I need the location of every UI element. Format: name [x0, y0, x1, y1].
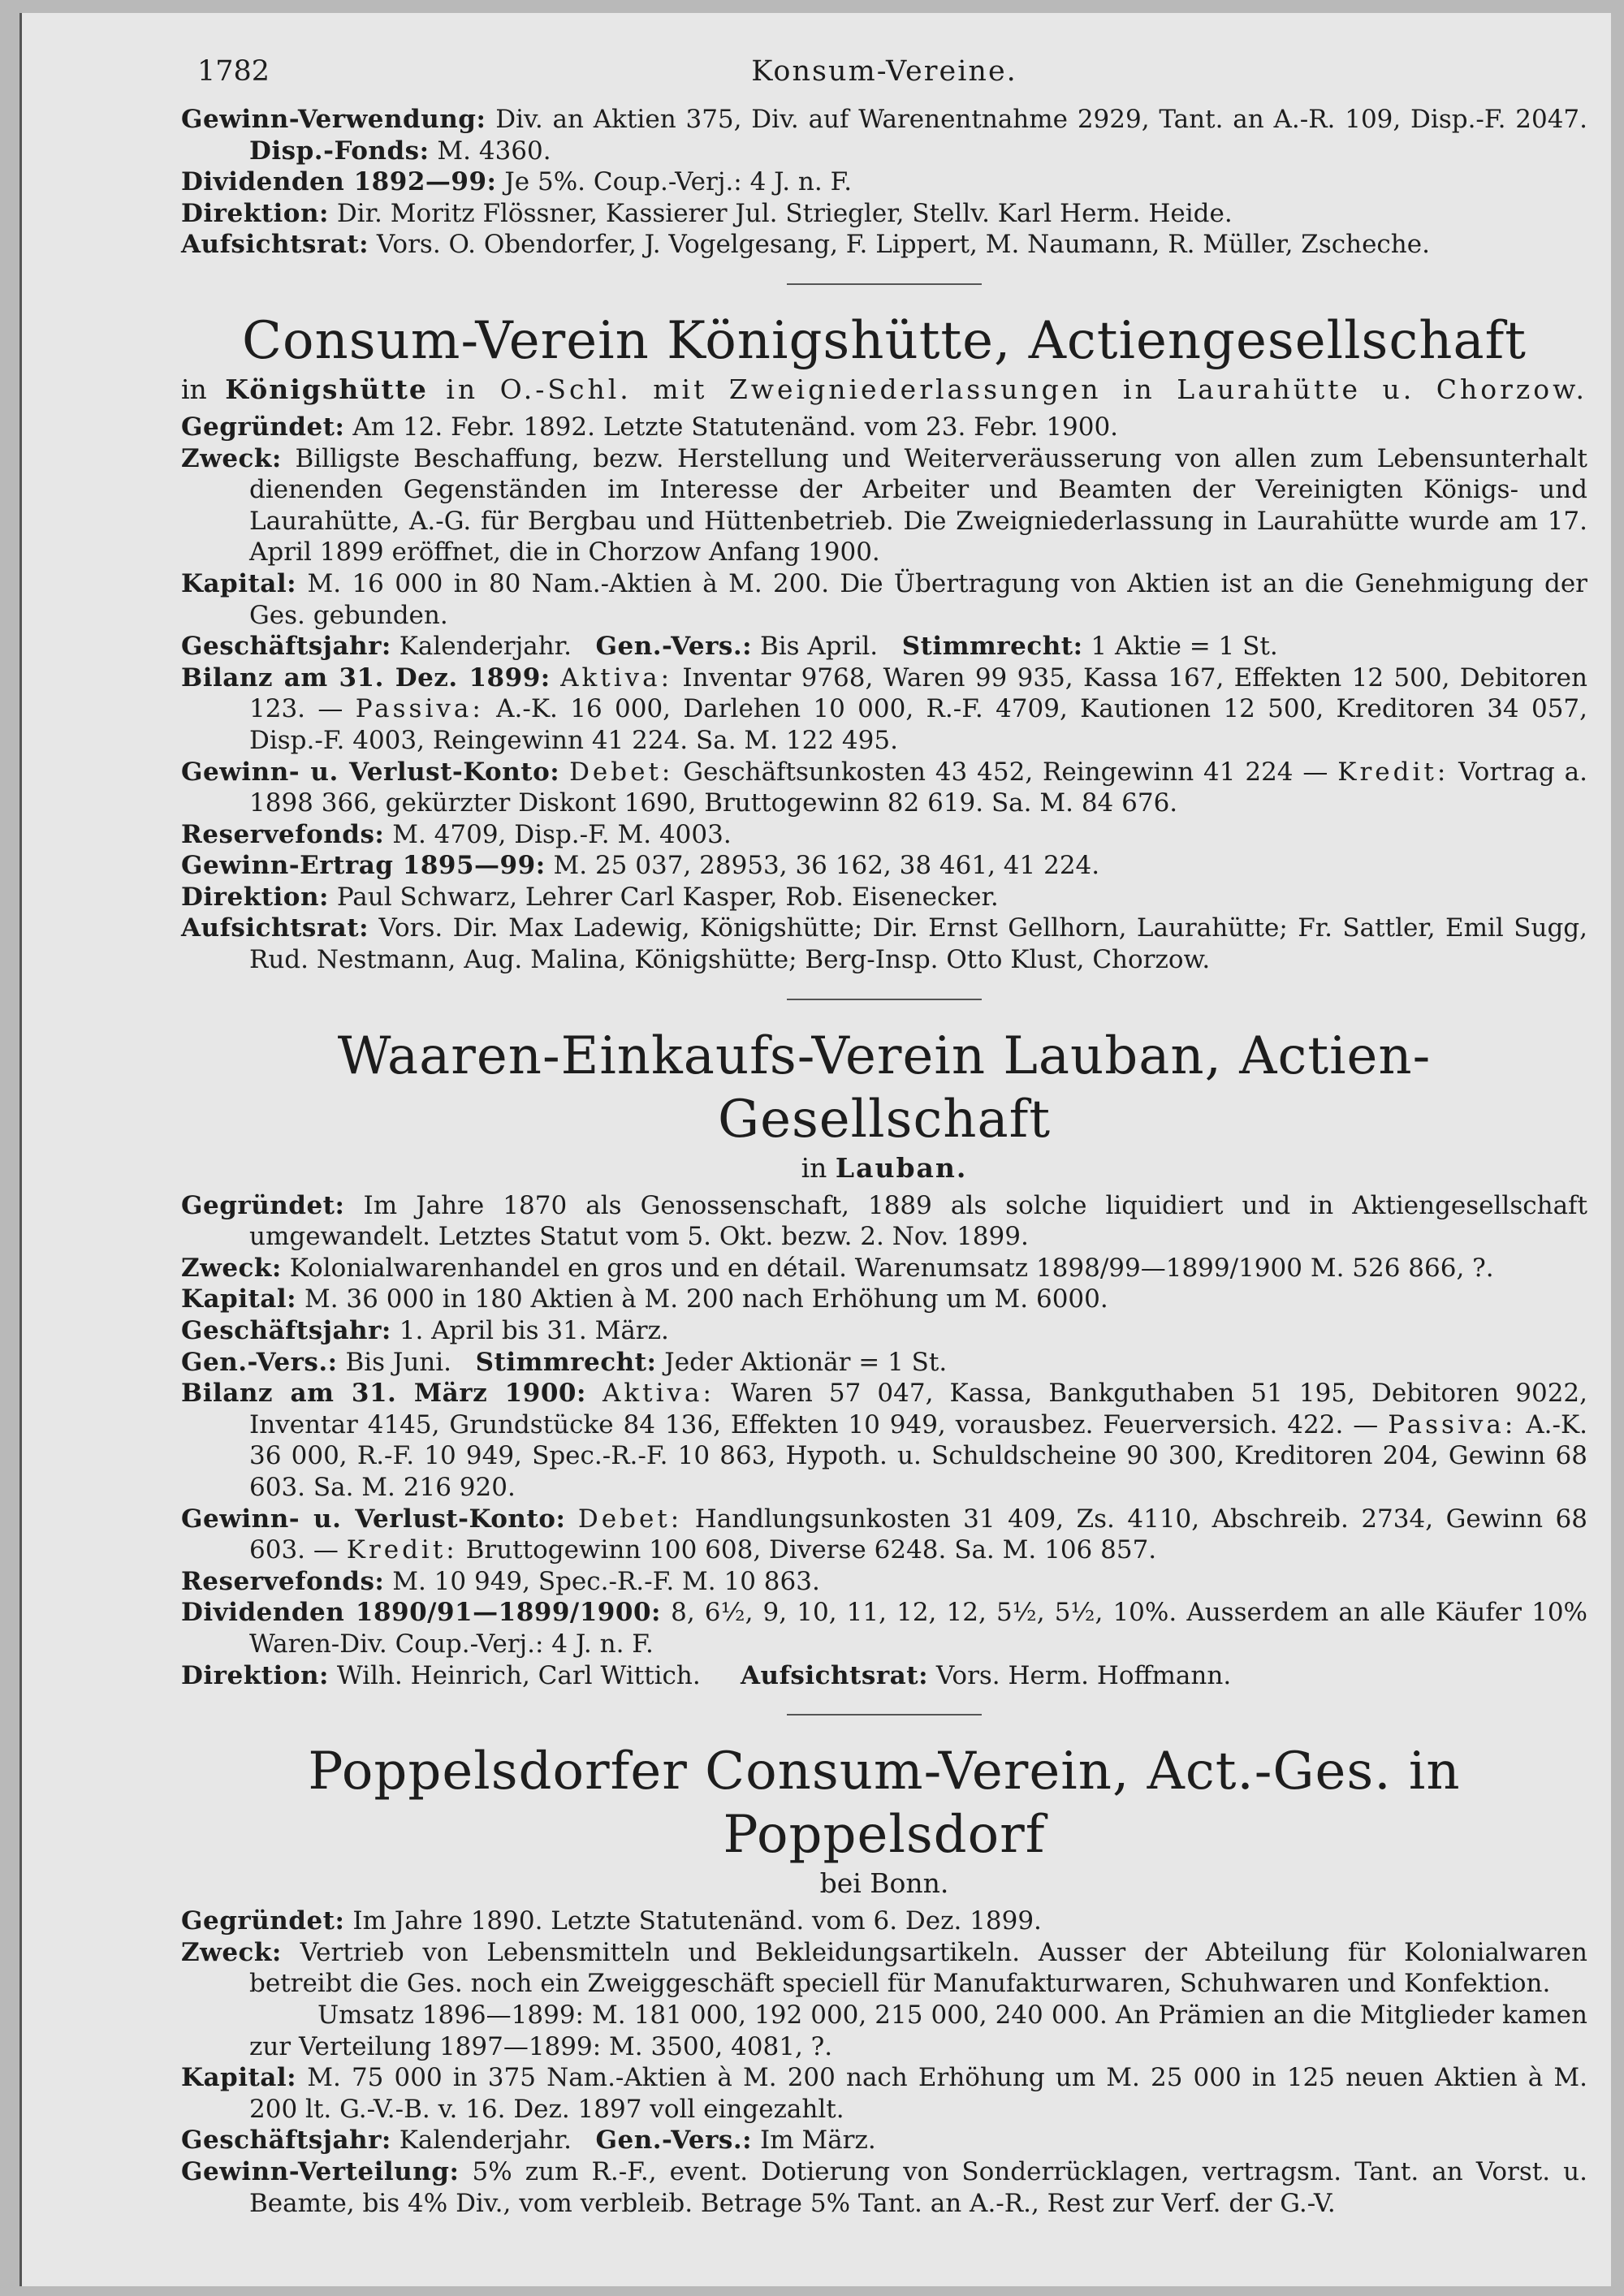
field-value: M. 16 000 in 80 Nam.-Aktien à M. 200. Die Übertragung von Aktien ist an die Genehmigung der Ges. gebunden.	[249, 568, 1588, 630]
field-direktion	[181, 882, 1587, 913]
field-kapital	[181, 568, 1587, 631]
field-value: A.-K. 16 000, Darlehen 10 000, R.-F. 4709, Kautionen 12 500, Kreditoren 34 057, Disp.-F. 4003, Reingewinn 41 224. Sa. M. 122 495.	[249, 694, 1587, 755]
field-kapital	[181, 1284, 1587, 1315]
debet-label: Debet:	[577, 1504, 683, 1534]
field-label: Aufsichtsrat:	[181, 230, 369, 260]
field-label: Gewinn- u. Verlust-Konto:	[181, 757, 560, 787]
field-label: Direktion:	[181, 882, 329, 912]
field-gegruendet	[181, 1905, 1587, 1937]
field-value: Im Jahre 1890. Letzte Statutenänd. vom 6. Dez. 1899.	[352, 1906, 1042, 1936]
field-value: Im März.	[759, 2126, 876, 2156]
book-page	[19, 13, 1611, 2286]
field-value: Im Jahre 1870 als Genossenschaft, 1889 als solche liquidiert und in Aktiengesellschaft umgewandelt. Letztes Statut vom 5. Okt. bezw. 2. Nov. 1899.	[249, 1190, 1587, 1252]
field-gen-vers	[181, 1347, 1587, 1379]
field-label: Gegründet:	[181, 1190, 345, 1220]
field-zweck	[181, 1937, 1587, 2000]
field-bilanz	[181, 662, 1587, 757]
field-value: M. 10 949, Spec.-R.-F. M. 10 863.	[392, 1566, 820, 1596]
field-value: Kalenderjahr.	[399, 2126, 572, 2156]
field-value: Waren 57 047, Kassa, Bankguthaben 51 195, Debitoren 9022, Inventar 4145, Grundstücke 84 136, Effekten 10 949, vorausbez. Feuerversich. 422. —	[249, 1379, 1587, 1439]
field-value: M. 75 000 in 375 Nam.-Aktien à M. 200 nach Erhöhung um M. 25 000 in 125 neuen Aktien à M. 200 lt. G.-V.-B. v. 16. Dez. 1897 voll eingezahlt.	[249, 2063, 1587, 2124]
field-value: Kalenderjahr.	[399, 632, 572, 662]
location-suffix: in O.-Schl. mit Zweigniederlassungen in Laurahütte u. Chorzow.	[446, 373, 1587, 405]
field-label: Zweck:	[181, 443, 282, 473]
field-label: Geschäftsjahr:	[181, 2126, 391, 2156]
passiva-label: Passiva:	[1388, 1409, 1517, 1439]
field-label: Gen.-Vers.:	[595, 632, 753, 662]
location-prefix: in	[801, 1151, 827, 1184]
field-value: 5% zum R.-F., event. Dotierung von Sonderrücklagen, vertragsm. Tant. an Vorst. u. Beamte, bis 4% Div., vom verbleib. Betrage 5% Tant. an A.-R., Rest zur Verf. der G.-V.	[249, 2156, 1588, 2218]
field-gewinn-verlust	[181, 757, 1587, 819]
field-value: Billigste Beschaffung, bezw. Herstellung und Weiterveräusserung von allen zum Lebensunterhalt dienenden Gegenständen im Interesse der Arbeiter und Beamten der Vereinigten Königs- und Laurahütte, A.-G. für Bergbau und Hüttenbetrieb. Die Zweigniederlassung in Laurahütte wurde am 17. April 1899 eröffnet, die in Chorzow Anfang 1900.	[249, 443, 1587, 568]
field-value: Vors. O. Obendorfer, J. Vogelgesang, F. Lippert, M. Naumann, R. Müller, Zscheche.	[376, 230, 1430, 260]
field-gewinn-verwendung	[181, 104, 1587, 166]
field-label: Gegründet:	[181, 1906, 345, 1936]
field-value: Div. an Aktien 375, Div. auf Warenentnahme 2929, Tant. an A.-R. 109, Disp.-F. 2047.	[495, 105, 1587, 134]
field-value: M. 25 037, 28953, 36 162, 38 461, 41 224.	[553, 851, 1100, 881]
field-value: Vors. Dir. Max Ladewig, Königshütte; Dir. Ernst Gellhorn, Laurahütte; Fr. Sattler, Emil Sugg, Rud. Nestmann, Aug. Malina, Königshütte; Berg-Insp. Otto Klust, Chorzow.	[249, 913, 1587, 975]
field-value: 1. April bis 31. März.	[399, 1316, 669, 1346]
company-location: Lauban.	[835, 1151, 968, 1184]
field-label: Dividenden 1890/91—1899/1900:	[181, 1598, 661, 1628]
field-value: Paul Schwarz, Lehrer Carl Kasper, Rob. Eisenecker.	[336, 882, 999, 912]
field-label: Kapital:	[181, 1284, 297, 1314]
field-gewinn-ertrag	[181, 850, 1587, 882]
company-name: Poppelsdorfer Consum-Verein, Act.-Ges. in Poppelsdorf	[308, 1741, 1461, 1866]
location-prefix: in	[181, 373, 207, 405]
field-value: Handlungsunkosten 31 409, Zs. 4110, Abschreib. 2734, Gewinn 68 603. —	[249, 1504, 1587, 1565]
field-aufsichtsrat	[181, 913, 1587, 975]
field-gewinn-verteilung	[181, 2156, 1587, 2219]
field-direktion	[181, 198, 1587, 230]
field-geschaeftsjahr	[181, 2125, 1587, 2156]
kredit-label: Kredit:	[1337, 757, 1449, 787]
field-dividenden	[181, 166, 1587, 198]
field-label: Gen.-Vers.:	[595, 2126, 753, 2156]
field-zweck	[181, 443, 1587, 568]
field-label: Geschäftsjahr:	[181, 1316, 391, 1346]
entry-lauban	[181, 1025, 1587, 1692]
page-number: 1782	[197, 55, 270, 88]
field-label: Kapital:	[181, 2063, 297, 2093]
company-location-line	[181, 373, 1587, 407]
field-reservefonds	[181, 819, 1587, 851]
field-value: Je 5%. Coup.-Verj.: 4 J. n. F.	[504, 167, 853, 197]
field-value: Kolonialwarenhandel en gros und en détail. Warenumsatz 1898/99—1899/1900 M. 526 866, ?.	[289, 1253, 1494, 1283]
field-label: Gewinn-Verteilung:	[181, 2156, 460, 2186]
field-value: Bis Juni.	[345, 1347, 452, 1377]
field-kapital	[181, 2062, 1587, 2125]
aktiva-label: Aktiva:	[560, 662, 673, 693]
field-label: Reservefonds:	[181, 819, 385, 849]
field-value: M. 36 000 in 180 Aktien à M. 200 nach Erhöhung um M. 6000.	[304, 1284, 1108, 1314]
field-label: Zweck:	[181, 1253, 282, 1283]
field-label: Kapital:	[181, 568, 297, 598]
field-label: Stimmrecht:	[901, 632, 1083, 662]
section-divider	[787, 1714, 982, 1716]
field-label: Gewinn-Verwendung:	[181, 105, 486, 134]
entry-poppelsdorf	[181, 1740, 1587, 2219]
company-location: Königshütte	[225, 373, 428, 405]
aktiva-label: Aktiva:	[603, 1379, 715, 1409]
field-value: Vors. Herm. Hoffmann.	[935, 1660, 1232, 1690]
field-label: Gen.-Vers.:	[181, 1347, 338, 1377]
field-value: Vertrieb von Lebensmitteln und Bekleidungsartikeln. Ausser der Abteilung für Kolonialwaren betreibt die Ges. noch ein Zweiggeschäft speciell für Manufakturwaren, Schuhwaren und Konfektion.	[249, 1937, 1587, 1999]
entry-continuation	[181, 104, 1587, 261]
field-geschaeftsjahr	[181, 1315, 1587, 1347]
field-value: Jeder Aktionär = 1 St.	[664, 1347, 948, 1377]
field-bilanz	[181, 1378, 1587, 1503]
field-value: Geschäftsunkosten 43 452, Reingewinn 41 224 —	[683, 757, 1328, 787]
section-divider	[787, 999, 982, 1000]
field-value: Wilh. Heinrich, Carl Wittich.	[336, 1660, 701, 1690]
section-divider	[787, 283, 982, 285]
field-label: Bilanz am 31. Dez. 1899:	[181, 662, 551, 693]
field-umsatz: Umsatz 1896—1899: M. 181 000, 192 000, 215 000, 240 000. An Prämien an die Mitglieder kamen zur Verteilung 1897—1899: M. 3500, 4081, ?.	[249, 2000, 1587, 2061]
field-geschaeftsjahr	[181, 631, 1587, 662]
field-value: M. 4709, Disp.-F. M. 4003.	[392, 819, 732, 849]
field-gegruendet	[181, 1190, 1587, 1253]
field-value: Am 12. Febr. 1892. Letzte Statutenänd. vom 23. Febr. 1900.	[352, 412, 1119, 442]
passiva-label: Passiva:	[355, 694, 484, 724]
field-gegruendet	[181, 412, 1587, 443]
field-value: Dir. Moritz Flössner, Kassierer Jul. Striegler, Stellv. Karl Herm. Heide.	[336, 198, 1233, 228]
field-zweck	[181, 1253, 1587, 1284]
company-location-line: bei Bonn.	[819, 1867, 949, 1900]
field-direktion	[181, 1660, 1587, 1692]
field-label: Direktion:	[181, 198, 329, 228]
field-aufsichtsrat	[181, 229, 1587, 261]
field-label: Gewinn- u. Verlust-Konto:	[181, 1504, 566, 1534]
kredit-label: Kredit:	[346, 1535, 458, 1565]
field-label: Bilanz am 31. März 1900:	[181, 1379, 586, 1409]
field-reservefonds	[181, 1566, 1587, 1598]
debet-label: Debet:	[569, 757, 674, 787]
field-value: Bis April.	[759, 632, 879, 662]
field-dividenden	[181, 1597, 1587, 1659]
field-label: Dividenden 1892—99:	[181, 167, 497, 197]
company-name: Consum-Verein Königshütte, Actiengesellschaft	[241, 310, 1527, 371]
field-value: Vortrag a. 1898 366, gekürzter Diskont 1690, Bruttogewinn 82 619. Sa. M. 84 676.	[249, 757, 1587, 818]
field-label: Disp.-Fonds:	[249, 136, 430, 166]
field-value: M. 4360.	[437, 136, 551, 166]
field-label: Stimmrecht:	[475, 1347, 657, 1377]
page-header	[181, 55, 1587, 104]
field-gewinn-verlust	[181, 1504, 1587, 1566]
running-title: Konsum-Vereine.	[751, 55, 1017, 88]
company-name: Waaren-Einkaufs-Verein Lauban, Actien-Gesellschaft	[337, 1025, 1432, 1150]
field-label: Reservefonds:	[181, 1566, 385, 1596]
field-value: A.-K. 36 000, R.-F. 10 949, Spec.-R.-F. 10 863, Hypoth. u. Schuldscheine 90 300, Kreditoren 204, Gewinn 68 603. Sa. M. 216 920.	[249, 1409, 1587, 1502]
company-location-line	[181, 1151, 1587, 1185]
field-value: Bruttogewinn 100 608, Diverse 6248. Sa. M. 106 857.	[465, 1535, 1157, 1565]
field-label: Direktion:	[181, 1660, 329, 1690]
field-value: 1 Aktie = 1 St.	[1091, 632, 1278, 662]
field-label: Zweck:	[181, 1937, 282, 1967]
field-label: Aufsichtsrat:	[740, 1660, 929, 1690]
entry-koenigshuette	[181, 309, 1587, 976]
field-label: Aufsichtsrat:	[181, 913, 369, 943]
text-column	[181, 55, 1587, 2219]
field-label: Gegründet:	[181, 412, 345, 442]
field-label: Geschäftsjahr:	[181, 632, 391, 662]
field-value: Inventar 9768, Waren 99 935, Kassa 167, Effekten 12 500, Debitoren 123. —	[249, 662, 1587, 724]
field-value: 8, 6½, 9, 10, 11, 12, 12, 5½, 5½, 10%. Ausserdem an alle Käufer 10% Waren-Div. Coup.-Verj.: 4 J. n. F.	[249, 1598, 1588, 1659]
field-label: Gewinn-Ertrag 1895—99:	[181, 851, 546, 881]
